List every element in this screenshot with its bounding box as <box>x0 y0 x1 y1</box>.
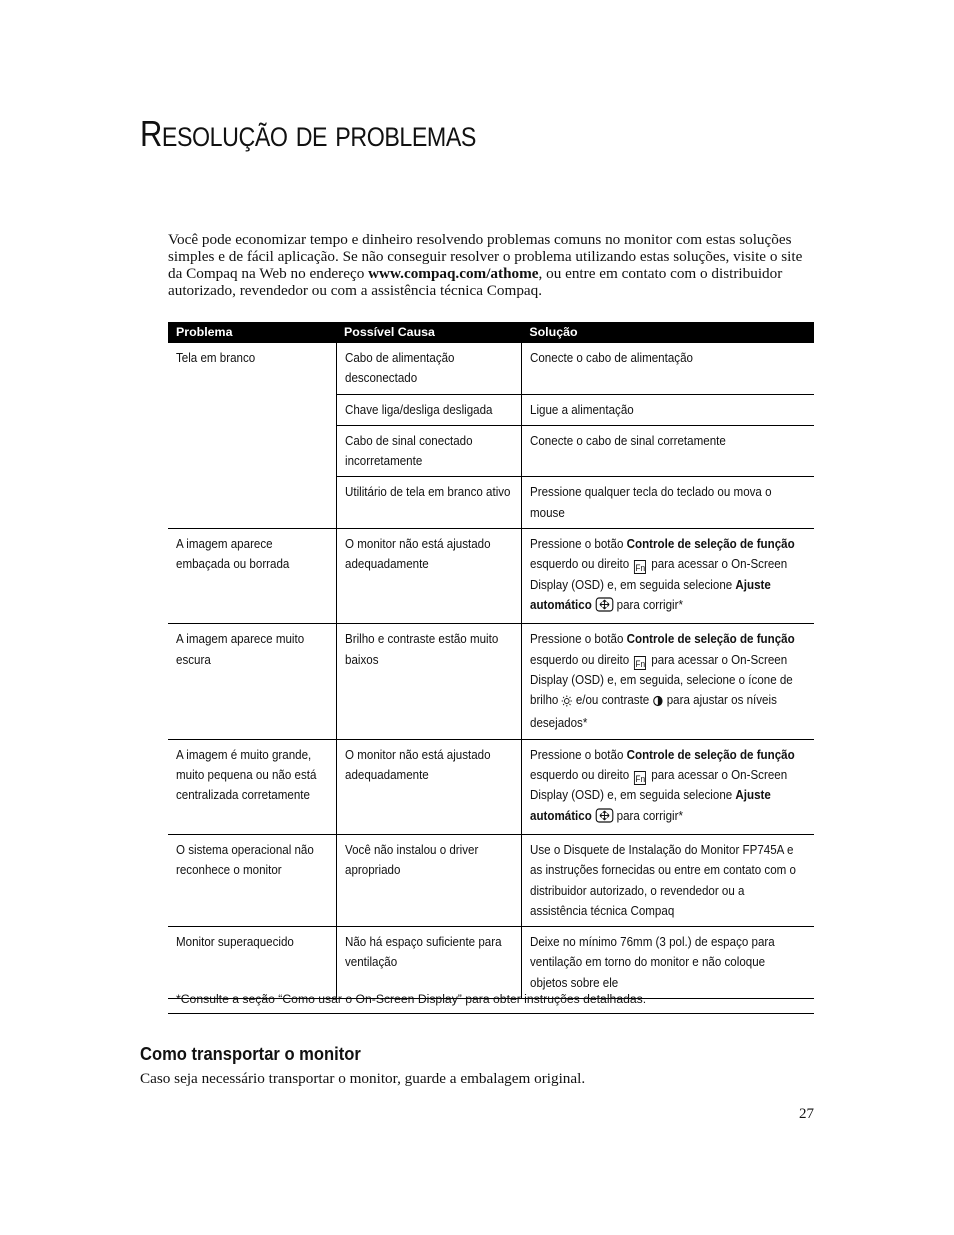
cause-cell: Brilho e contraste estão muito baixos <box>336 624 521 739</box>
solution-cell: Pressione o botão Controle de seleção de função esquerdo ou direito Fn para acessar o On-Screen Display (OSD) e, em seguida selecione Ajuste automático para corrigir* <box>521 739 814 834</box>
table-row <box>168 343 814 394</box>
cause-cell: O monitor não está ajustado adequadamente <box>336 529 521 624</box>
solution-cell: Conecte o cabo de alimentação <box>521 343 814 394</box>
table-row <box>168 739 814 834</box>
cause-cell: Utilitário de tela em branco ativo <box>336 477 521 529</box>
intro-paragraph: Você pode economizar tempo e dinheiro resolvendo problemas comuns no monitor com estas soluções simples e de fácil aplicação. Se não conseguir resolver o problema utilizando estas soluções, visite o site da Compaq na Web no endereço www.compaq.com/athome, ou entre em contato com o distribuidor autorizado, revendedor ou com a assistência técnica Compaq. <box>168 231 803 299</box>
cause-cell: Chave liga/desliga desligada <box>336 394 521 425</box>
table-header-row <box>168 322 814 343</box>
cause-cell: Cabo de sinal conectado incorretamente <box>336 425 521 477</box>
section-paragraph: Caso seja necessário transportar o monitor, guarde a embalagem original. <box>140 1070 586 1087</box>
table-row <box>168 834 814 926</box>
cause-cell: Você não instalou o driver apropriado <box>336 834 521 926</box>
solution-cell: Use o Disquete de Instalação do Monitor FP745A e as instruções fornecidas ou entre em contato com o distribuidor autorizado, o revendedor ou a assistência técnica Compaq <box>521 834 814 926</box>
table-row <box>168 529 814 624</box>
auto-adjust-icon <box>595 597 613 618</box>
solution-cell: Pressione o botão Controle de seleção de função esquerdo ou direito Fn para acessar o On-Screen Display (OSD) e, em seguida selecione Ajuste automático para corrigir* <box>521 529 814 624</box>
problem-cell: A imagem aparece embaçada ou borrada <box>168 529 336 624</box>
fn-key-icon: Fn <box>634 656 646 670</box>
problem-cell: O sistema operacional não reconhece o monitor <box>168 834 336 926</box>
fn-key-icon: Fn <box>634 771 646 785</box>
header-solucao: Solução <box>521 322 814 343</box>
compaq-url[interactable]: www.compaq.com/athome <box>368 265 539 282</box>
solution-cell: Deixe no mínimo 76mm (3 pol.) de espaço para ventilação em torno do monitor e não coloque objetos sobre ele <box>521 927 814 999</box>
cause-cell: O monitor não está ajustado adequadamente <box>336 739 521 834</box>
solution-cell: Pressione o botão Controle de seleção de função esquerdo ou direito Fn para acessar o On-Screen Display (OSD) e, em seguida, selecione o ícone de brilho e/ou contraste para ajustar os níveis desejados* <box>521 624 814 739</box>
section-heading: Como transportar o monitor <box>140 1044 361 1064</box>
table-row <box>168 624 814 739</box>
header-possivel-causa: Possível Causa <box>336 322 521 343</box>
cause-cell: Cabo de alimentação desconectado <box>336 343 521 394</box>
auto-adjust-icon <box>595 808 613 829</box>
page-title: RESOLUÇÃO DE PROBLEMAS <box>140 113 476 154</box>
solution-cell: Ligue a alimentação <box>521 394 814 425</box>
solution-cell: Pressione qualquer tecla do teclado ou mova o mouse <box>521 477 814 529</box>
header-problema: Problema <box>168 322 336 343</box>
problem-cell: Monitor superaquecido <box>168 927 336 999</box>
problem-cell: A imagem é muito grande, muito pequena ou não está centralizada corretamente <box>168 739 336 834</box>
page-number: 27 <box>799 1106 814 1122</box>
problem-cell: A imagem aparece muito escura <box>168 624 336 739</box>
problem-cell: Tela em branco <box>168 343 336 529</box>
troubleshooting-table <box>168 322 814 999</box>
fn-key-icon: Fn <box>634 560 646 574</box>
cause-cell: Não há espaço suficiente para ventilação <box>336 927 521 999</box>
solution-cell: Conecte o cabo de sinal corretamente <box>521 425 814 477</box>
contrast-half-circle-icon <box>652 693 663 713</box>
table-footnote: *Consulte a seção “Como usar o On-Screen Display” para obter instruções detalhadas. <box>168 984 814 1014</box>
brightness-sun-icon <box>561 693 572 713</box>
